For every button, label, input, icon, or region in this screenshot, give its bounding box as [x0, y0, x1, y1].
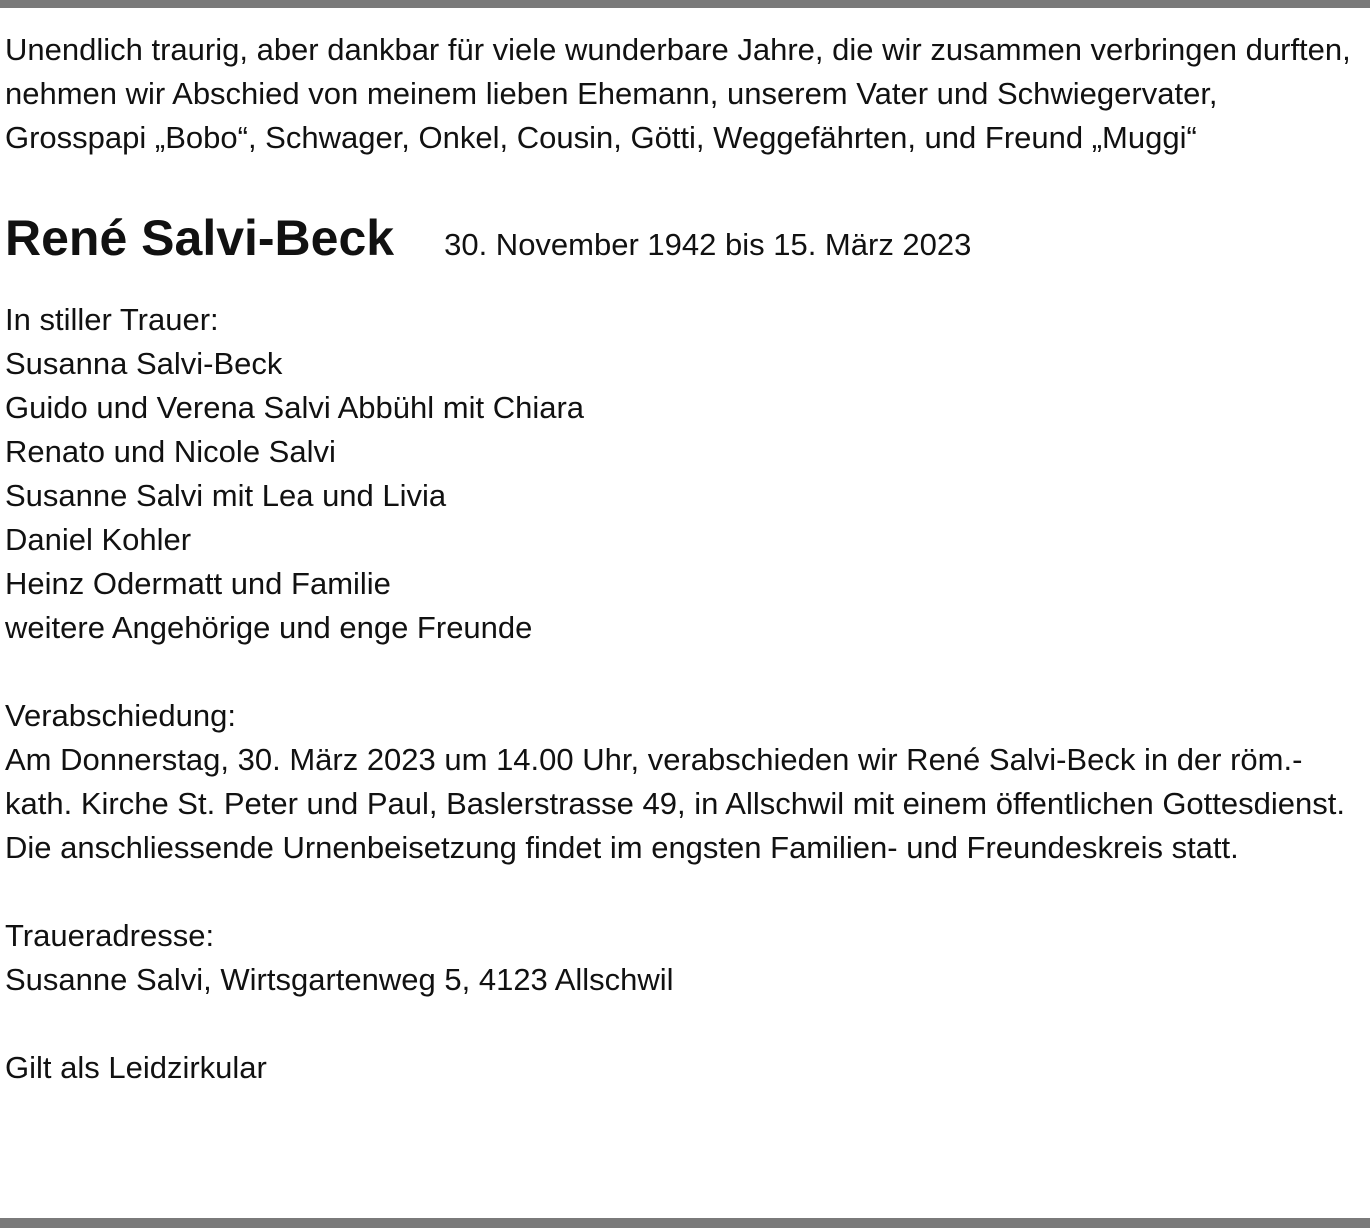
deceased-name: René Salvi-Beck: [5, 210, 395, 266]
mourner-name: weitere Angehörige und enge Freunde: [5, 610, 533, 645]
mourner-name: Renato und Nicole Salvi: [5, 434, 336, 469]
mourner-name: Guido und Verena Salvi Abbühl mit Chiara: [5, 390, 585, 425]
circular-note-section: [5, 1046, 1360, 1090]
mourner-name: Susanne Salvi mit Lea und Livia: [5, 478, 447, 513]
mourner-name: Susanna Salvi-Beck: [5, 346, 283, 381]
deceased-header: [5, 208, 1360, 288]
circular-note: Gilt als Leidzirkular: [5, 1050, 267, 1085]
mourners-section: [5, 298, 1360, 650]
top-rule: [0, 0, 1370, 8]
obituary-notice: [5, 28, 1360, 1090]
address-heading: Traueradresse:: [5, 918, 215, 953]
bottom-rule: [0, 1218, 1370, 1228]
farewell-heading: Verabschiedung:: [5, 698, 236, 733]
address-section: [5, 914, 1360, 1002]
farewell-section: [5, 694, 1360, 870]
farewell-text: Am Donnerstag, 30. März 2023 um 14.00 Uhr, verabschieden wir René Salvi-Beck in der röm.-kath. Kirche St. Peter und Paul, Baslerstrasse 49, in Allschwil mit einem öffentlichen Gottesdienst. Die anschliessende Urnenbeisetzung findet im engsten Familien- und Freundeskreis statt.: [5, 742, 1345, 865]
mourner-name: Heinz Odermatt und Familie: [5, 566, 391, 601]
address-text: Susanne Salvi, Wirtsgartenweg 5, 4123 Allschwil: [5, 962, 674, 997]
mourner-name: Daniel Kohler: [5, 522, 192, 557]
mourners-heading: In stiller Trauer:: [5, 302, 219, 337]
life-dates: 30. November 1942 bis 15. März 2023: [444, 227, 972, 262]
intro-text: Unendlich traurig, aber dankbar für viele wunderbare Jahre, die wir zusammen verbringen durften, nehmen wir Abschied von meinem lieben Ehemann, unserem Vater und Schwiegervater, Grosspapi „Bobo“, Schwager, Onkel, Cousin, Götti, Weggefährten, und Freund „Muggi“: [5, 32, 1351, 155]
